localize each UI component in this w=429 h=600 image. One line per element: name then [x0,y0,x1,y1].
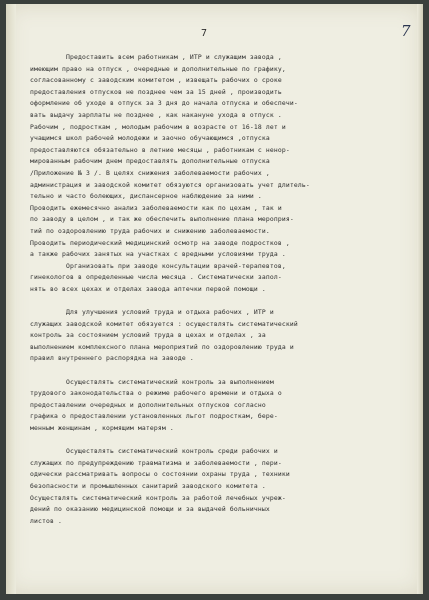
text-line: графика о предоставлении установленных льгот подросткам, бере- [30,412,278,421]
text-line: учащимся школ рабочей молодежи и заочно обучающимся ,отпуска [30,134,270,143]
text-line: гинекологов в определенные числа месяца . Систематически запол- [30,273,282,282]
archive-sheet-number: 7 [401,22,411,40]
text-line: Осуществлять систематический контроль за выполнением [30,377,274,386]
document-body [30,52,426,527]
text-line: а также рабочих занятых на участках с вредными условиями труда . [30,250,286,259]
text-line: служащих по предупреждению травматизма и заболеваемости , пери- [30,458,282,467]
text-line: правил внутреннего распорядка на заводе . [30,354,194,363]
text-line: предоставления отпусков не позднее чем за 15 дней , производить [30,87,282,96]
text-line: Рабочим , подросткам , молодым рабочим в возрасте от 16-18 лет и [30,122,286,131]
text-line: Проводить периодический медицинский осмотр на заводе подростков , [30,238,290,247]
text-line: безопасности и промышленных санитарий заводского комитета . [30,481,266,490]
text-line: Осуществлять систематический контроль среди рабочих и [30,447,278,456]
text-line: контроль за состоянием условий труда в цехах и отделах , за [30,331,266,340]
text-line: мированным рабочим днем предоставлять дополнительные отпуска [30,157,270,166]
text-line: листов . [30,516,62,525]
text-line: /Приложение № 3 /. В целях снижения заболеваемости рабочих , [30,168,270,177]
page-number: 7 [201,28,209,39]
text-line: одически рассматривать вопросы о состоянии охраны труда , техники [30,470,290,479]
text-line: по заводу в целом , и так же обеспечить выполнение плана мероприя- [30,215,294,224]
text-line: нять во всех цехах и отделах завода аптечки первой помощи . [30,284,266,293]
paragraph-gap [30,295,426,307]
text-line: служащих заводской комитет обязуется : осуществлять систематический [30,319,298,328]
text-line: Для улучшения условий труда и отдыха рабочих , ИТР и [30,308,274,317]
text-line: согласованному с заводским комитетом , извещать рабочих о сроке [30,76,282,85]
paragraph-gap [30,435,426,447]
text-line: Организовать при заводе консультации врачей-терапевтов, [30,261,286,270]
text-line: имеющим право на отпуск , очередные и дополнительные по графику, [30,64,286,73]
text-line: трудового законодательства о режиме рабочего времени и отдыха о [30,389,282,398]
text-line: Проводить ежемесячно анализ заболеваемости как по цехам , так и [30,203,282,212]
text-line: тельно и часто болеющих, диспансерное наблюдение за ними . [30,192,262,201]
text-line: предоставлении очередных и дополнительных отпусков согласно [30,400,266,409]
text-line: дений по оказанию медицинской помощи и за выдачей больничных [30,505,270,514]
text-line: выполнением комплексного плана мероприятий по оздоровлению труда и [30,342,294,351]
text-line: Осуществлять систематический контроль за работой лечебных учреж- [30,493,286,502]
text-line: Предоставить всем работникам , ИТР и служащим завода , [30,53,282,61]
text-line: менным женщинам , кормящим матерям . [30,424,174,432]
text-line: оформление об уходе в отпуск за 3 дня до начала отпуска и обеспечи- [30,99,298,108]
document-page [6,4,423,594]
text-line: тий по оздоровлению труда рабочих и снижению заболеваемости. [30,226,270,235]
paragraph-gap [30,365,426,377]
page-binding-edge [6,4,16,594]
text-line: администрация и заводской комитет обязуются организовать учет длитель- [30,180,310,189]
text-line: вать выдачу зарплаты не позднее , как накануне ухода в отпуск . [30,110,282,119]
text-line: предоставляются обязательно в летние месяцы , работникам с ненор- [30,145,290,154]
